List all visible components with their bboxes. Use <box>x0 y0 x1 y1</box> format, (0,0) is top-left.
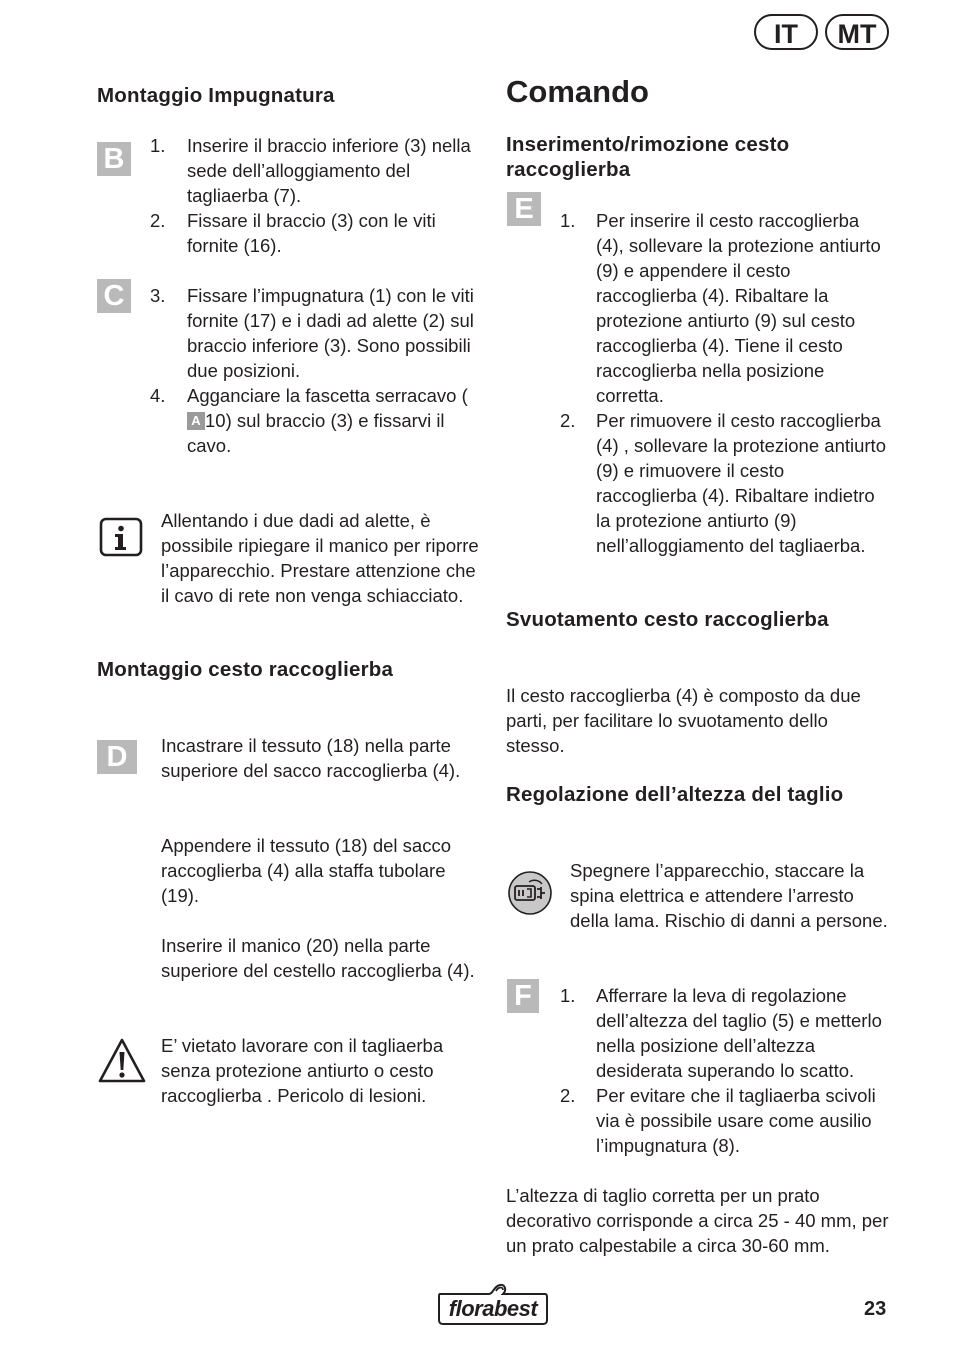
step-number: 1. <box>560 985 576 1006</box>
paragraph: Inserire il manico (20) nella parte superiore del cestello raccoglierba (4). <box>161 935 475 981</box>
info-note-text: Allentando i due dadi ad alette, è possibile ripiegare il manico per riporre l’apparecchio. Prestare attenzione che il cavo di rete non venga schiacciato. <box>161 510 479 606</box>
heading-inserimento-rimozione: Inserimento/rimozione cesto raccoglierba <box>506 133 790 181</box>
heading-montaggio-impugnatura: Montaggio Impugnatura <box>97 84 335 107</box>
language-badge-mt: MT <box>825 14 889 50</box>
figure-ref-a: A <box>187 412 205 430</box>
unplug-warning-text: Spegnere l’apparecchio, staccare la spina elettrica e attendere l’arresto della lama. Rischio di danni a persone. <box>570 860 888 931</box>
paragraph: Appendere il tessuto (18) del sacco raccoglierba (4) alla staffa tubolare (19). <box>161 835 452 906</box>
step-text: Fissare l’impugnatura (1) con le viti fornite (17) e i dadi ad alette (2) sul braccio inferiore (3). Sono possibili due posizioni. <box>187 285 474 381</box>
paragraph: Il cesto raccoglierba (4) è composto da due parti, per facilitare lo svuotamento dello stesso. <box>506 685 861 756</box>
step-number: 2. <box>150 210 166 231</box>
paragraph: Incastrare il tessuto (18) nella parte superiore del sacco raccoglierba (4). <box>161 735 461 781</box>
warning-icon <box>97 1037 147 1085</box>
paragraph: L’altezza di taglio corretta per un prato decorativo corrisponde a circa 25 - 40 mm, per un prato calpestabile a circa 30-60 mm. <box>506 1185 889 1256</box>
step-text-part: 10) sul braccio (3) e fissarvi il cavo. <box>187 410 445 456</box>
brand-logo <box>437 1282 549 1326</box>
step-number: 4. <box>150 385 166 406</box>
step-text: Inserire il braccio inferiore (3) nella sede dell’alloggiamento del tagliaerba (7). <box>187 135 471 206</box>
step-number: 2. <box>560 1085 576 1106</box>
brand-name: florabest <box>448 1296 538 1321</box>
step-text: Afferrare la leva di regolazione dell’altezza del taglio (5) e metterlo nella posizione dell’altezza desiderata superando lo scatto. <box>596 985 882 1081</box>
page-number: 23 <box>864 1298 887 1320</box>
step-number: 1. <box>150 135 166 156</box>
step-text: Per rimuovere il cesto raccoglierba (4) , sollevare la protezione antiurto (9) e rimuovere il cesto raccoglierba (4). Ribaltare indietro la protezione antiurto (9) nell’alloggiamento del tagliaerba. <box>596 410 886 556</box>
unplug-icon <box>507 870 553 916</box>
heading-comando: Comando <box>506 74 649 109</box>
step-text <box>187 383 479 458</box>
step-label-d: D <box>97 740 137 774</box>
step-label-f: F <box>507 979 539 1013</box>
step-number: 2. <box>560 410 576 431</box>
info-icon <box>99 517 143 557</box>
step-number: 1. <box>560 210 576 231</box>
step-text: Per evitare che il tagliaerba scivoli via è possibile usare come ausilio l’impugnatura (8). <box>596 1085 876 1156</box>
language-badge-it: IT <box>754 14 818 50</box>
heading-regolazione-altezza: Regolazione dell’altezza del taglio <box>506 783 844 806</box>
warning-text: E’ vietato lavorare con il tagliaerba senza protezione antiurto o cesto raccoglierba . Pericolo di lesioni. <box>161 1035 444 1106</box>
step-text: Per inserire il cesto raccoglierba (4), sollevare la protezione antiurto (9) e appendere il cesto raccoglierba (4). Ribaltare la protezione antiurto (9) sul cesto raccoglierba (4). Tiene il cesto raccoglierba nella posizione corretta. <box>596 210 881 406</box>
heading-montaggio-cesto: Montaggio cesto raccoglierba <box>97 658 394 681</box>
step-label-c: C <box>97 279 131 313</box>
step-label-b: B <box>97 142 131 176</box>
step-text: Fissare il braccio (3) con le viti fornite (16). <box>187 210 436 256</box>
heading-svuotamento: Svuotamento cesto raccoglierba <box>506 608 829 631</box>
step-label-e: E <box>507 192 541 226</box>
step-number: 3. <box>150 285 166 306</box>
step-text-part: Agganciare la fascetta serracavo ( <box>187 385 468 406</box>
